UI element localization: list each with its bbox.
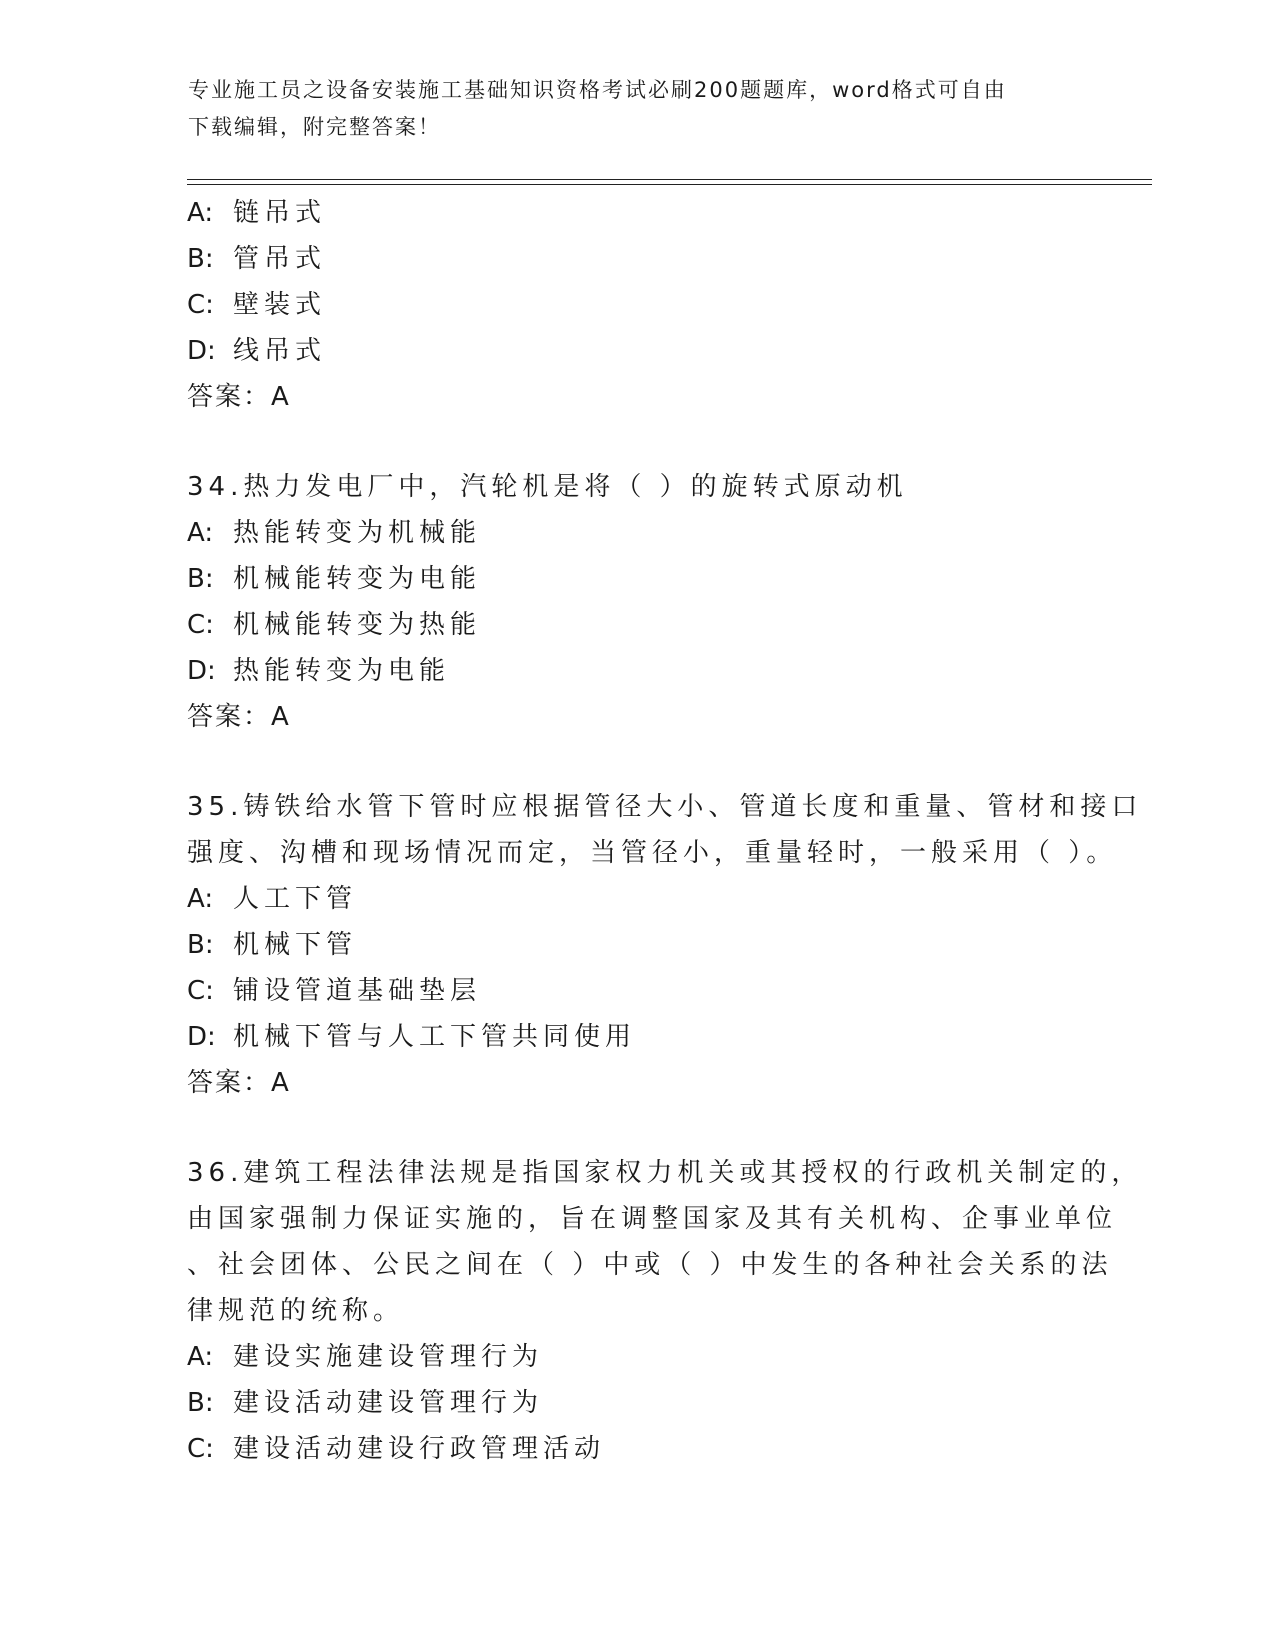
question-36-text-line-3: 、社会团体、公民之间在（ ）中或（ ）中发生的各种社会关系的法 [187,1250,1113,1280]
header-divider-bottom [187,184,1152,185]
answer-33: 答案：A [187,382,291,412]
option-text: 机械能转变为热能 [233,610,482,640]
option-letter: D: [187,656,216,686]
option-letter: A: [187,1342,214,1372]
option-text: 建设实施建设管理行为 [233,1342,544,1372]
question-34-text: 34.热力发电厂中，汽轮机是将（ ）的旋转式原动机 [187,472,908,502]
question-36 [187,1150,1143,1472]
option-text: 机械下管 [233,930,358,960]
answer-35: 答案：A [187,1068,291,1098]
question-content [187,190,1143,1472]
header-divider-top [187,179,1152,180]
option-c [187,602,1087,648]
option-text: 链吊式 [233,198,327,228]
option-text: 热能转变为机械能 [233,518,482,548]
option-c [187,282,1087,328]
question-36-text-line-1: 36.建筑工程法律法规是指国家权力机关或其授权的行政机关制定的， [187,1158,1143,1188]
option-letter: B: [187,930,214,960]
option-d [187,328,1087,374]
option-text: 建设活动建设行政管理活动 [233,1434,606,1464]
header-line-1: 专业施工员之设备安装施工基础知识资格考试必刷200题题库，word格式可自由 [188,78,1007,102]
option-text: 铺设管道基础垫层 [233,976,482,1006]
option-letter: D: [187,336,216,366]
option-letter: C: [187,1434,214,1464]
option-text: 管吊式 [233,244,327,274]
option-letter: A: [187,518,214,548]
option-text: 建设活动建设管理行为 [233,1388,544,1418]
option-c [187,1426,1087,1472]
option-a [187,510,1087,556]
question-35-text-line-2: 强度、沟槽和现场情况而定，当管径小，重量轻时，一般采用（ ）。 [187,838,1118,868]
option-b [187,922,1087,968]
option-letter: C: [187,290,214,320]
option-a [187,190,1087,236]
option-text: 壁装式 [233,290,327,320]
question-35 [187,784,1143,1106]
option-letter: A: [187,884,214,914]
header-line-2: 下载编辑，附完整答案！ [188,115,441,139]
option-letter: A: [187,198,214,228]
option-letter: C: [187,976,214,1006]
option-letter: C: [187,610,214,640]
option-text: 热能转变为电能 [233,656,451,686]
option-b [187,556,1087,602]
answer-34: 答案：A [187,702,291,732]
option-letter: B: [187,244,214,274]
option-a [187,876,1087,922]
option-letter: B: [187,1388,214,1418]
option-letter: D: [187,1022,216,1052]
question-36-text-line-4: 律规范的统称。 [187,1296,405,1326]
option-b [187,236,1087,282]
question-34 [187,464,1087,740]
option-text: 机械下管与人工下管共同使用 [233,1022,637,1052]
option-text: 机械能转变为电能 [233,564,482,594]
document-header [188,72,1088,146]
question-35-text-line-1: 35.铸铁给水管下管时应根据管径大小、管道长度和重量、管材和接口 [187,792,1143,822]
option-letter: B: [187,564,214,594]
option-a [187,1334,1087,1380]
option-b [187,1380,1087,1426]
option-d [187,1014,1087,1060]
question-33-options [187,190,1087,420]
question-36-text-line-2: 由国家强制力保证实施的，旨在调整国家及其有关机构、企事业单位 [187,1204,1118,1234]
option-text: 人工下管 [233,884,358,914]
option-c [187,968,1087,1014]
option-text: 线吊式 [233,336,327,366]
option-d [187,648,1087,694]
